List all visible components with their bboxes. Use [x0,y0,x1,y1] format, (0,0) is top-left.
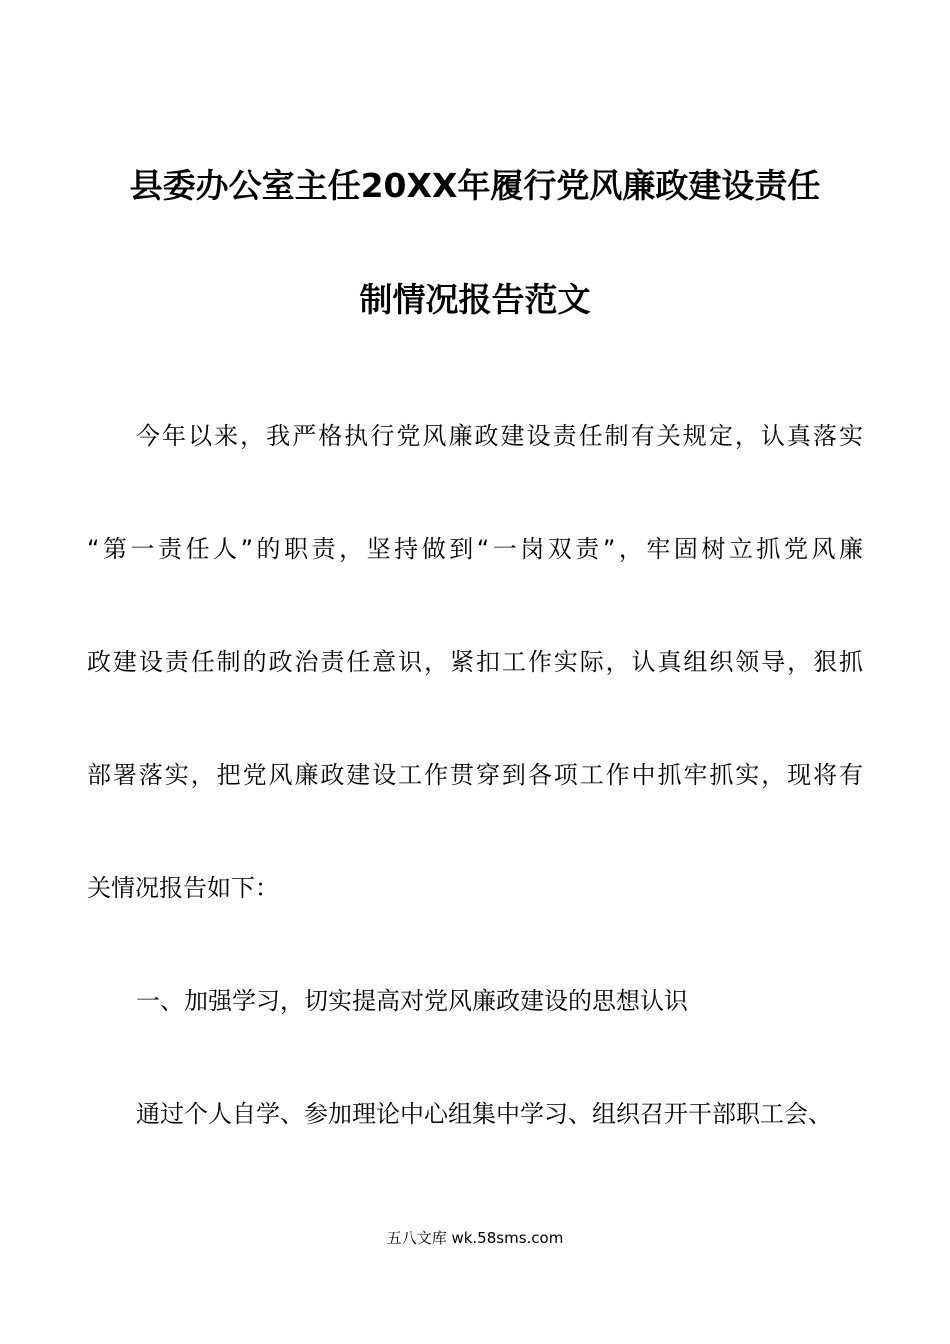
paragraph-line-3: 政建设责任制的政治责任意识，紧扣工作实际，认真组织领导，狠抓 [87,648,863,676]
paragraph-line-2: “第一责任人”的职责，坚持做到“一岗双责”，牢固树立抓党风廉 [87,535,863,563]
paragraph-line-1: 今年以来，我严格执行党风廉政建设责任制有关规定，认真落实 [136,422,863,450]
document-title-line-2: 制情况报告范文 [359,280,591,319]
section-heading-1: 一、加强学习，切实提高对党风廉政建设的思想认识 [136,987,688,1015]
paragraph-line-5: 关情况报告如下： [87,874,279,902]
document-title-line-1: 县委办公室主任20XX年履行党风廉政建设责任 [129,166,821,205]
paragraph-line-4: 部署落实，把党风廉政建设工作贯穿到各项工作中抓牢抓实，现将有 [87,761,863,789]
paragraph-line-7: 通过个人自学、参加理论中心组集中学习、组织召开干部职工会、 [136,1100,832,1128]
page-footer-watermark: 五八文库 wk.58sms.com [386,1229,564,1247]
